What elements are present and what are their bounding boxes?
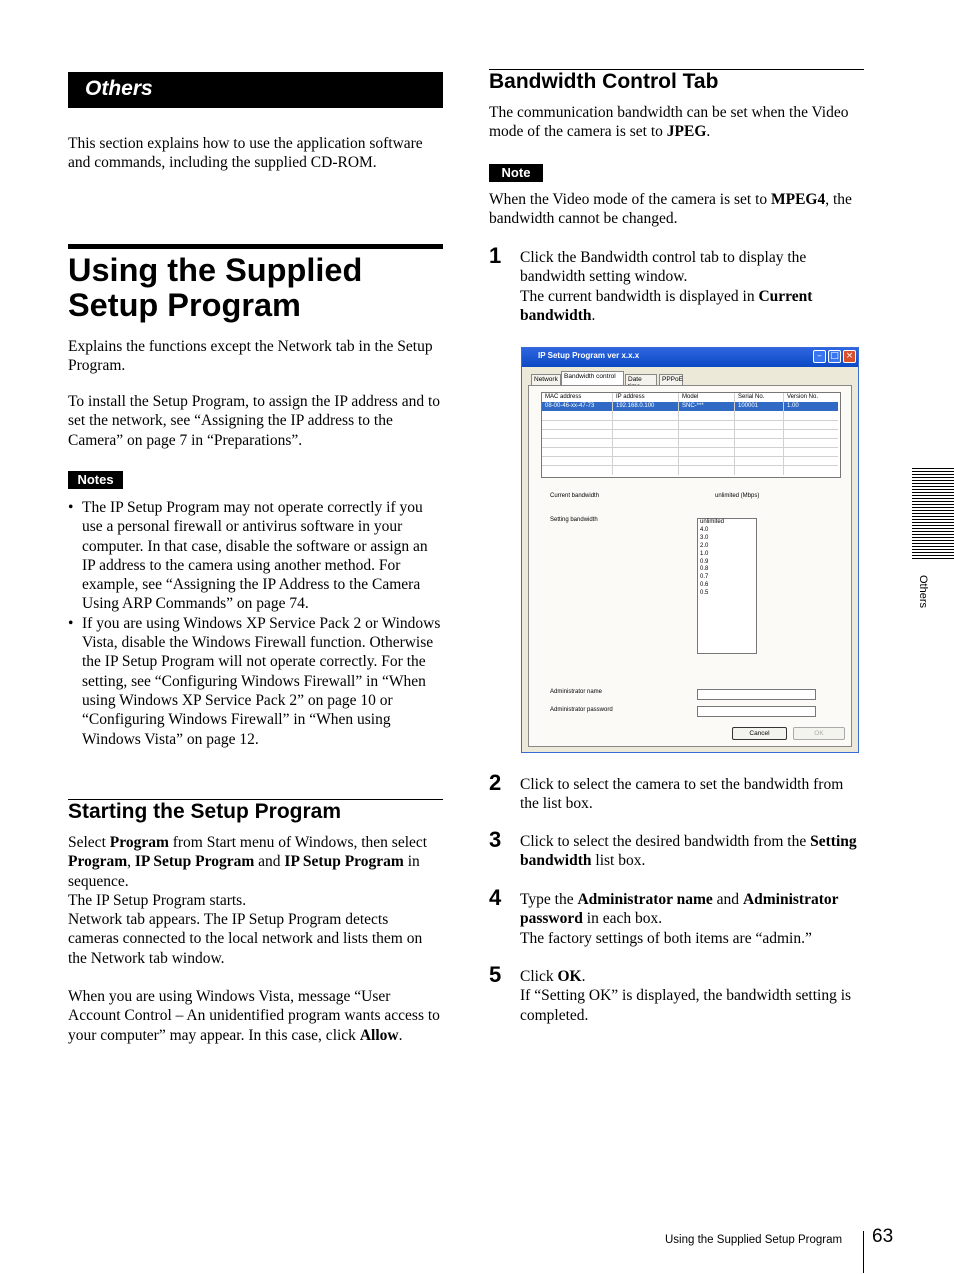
list-item[interactable]: 3.0 [700, 534, 709, 541]
grid-line [542, 438, 838, 439]
bandwidth-intro: The communication bandwidth can be set when the Video mode of the camera is set to JPEG. [489, 104, 849, 141]
starting-heading: Starting the Setup Program [68, 800, 342, 823]
heading-rule [68, 244, 443, 249]
setting-bandwidth-listbox[interactable] [697, 518, 757, 654]
notes-badge: Notes [68, 471, 123, 489]
table-cell: 1.00 [787, 403, 799, 409]
admin-password-field[interactable] [697, 706, 816, 717]
tab-date-time[interactable]: Date [625, 374, 657, 385]
list-item[interactable]: 0.7 [700, 574, 709, 581]
admin-password-label: Administrator password [550, 707, 613, 713]
note-badge: Note [489, 164, 543, 182]
step-2-text: Click to select the camera to set the bandwidth from the list box. [520, 776, 844, 813]
grid-line [783, 393, 784, 475]
step-number: 2 [489, 770, 502, 795]
column-header: MAC address [545, 394, 582, 400]
step-number: 4 [489, 885, 502, 910]
column-header: IP address [616, 394, 645, 400]
grid-line [542, 447, 838, 448]
page-title-line-2: Setup Program [68, 287, 301, 323]
list-item[interactable]: 0.6 [700, 582, 709, 589]
tab-pppoe[interactable]: PPPoE [659, 374, 683, 385]
ok-button[interactable]: OK [793, 727, 845, 740]
notes-list [68, 498, 443, 749]
step-3-text: Click to select the desired bandwidth from the Setting bandwidth list box. [520, 833, 857, 870]
current-bandwidth-value: unlimited (Mbps) [715, 493, 760, 499]
cancel-button[interactable]: Cancel [732, 727, 787, 740]
list-item[interactable]: 1.0 [700, 550, 709, 557]
table-cell: 192.168.0.100 [616, 403, 655, 409]
list-item[interactable]: 0.5 [700, 590, 709, 597]
setting-bandwidth-label: Setting bandwidth [550, 517, 598, 523]
description-paragraph: Explains the functions except the Network tab in the Setup Program. [68, 338, 433, 375]
tab-bandwidth-control[interactable]: Bandwidth control [561, 371, 624, 386]
step-number: 5 [489, 962, 502, 987]
grid-line [542, 429, 838, 430]
section-banner [68, 72, 443, 108]
step-number: 1 [489, 243, 502, 268]
intro-paragraph: This section explains how to use the application software and commands, including the supplied CD-ROM. [68, 135, 423, 172]
step-number: 3 [489, 827, 502, 852]
note-item: • If you are using Windows XP Service Pack 2 or Windows Vista, disable the Windows Firewall function. Otherwise the IP Setup Program will not operate correctly. For the setting, see “Configuring Windows Firewall” in “When using Windows XP Service Pack 2” on page 10 or “Configuring Windows Firewall” in “When using Windows Vista” on page 12. [68, 614, 443, 749]
page-title-line-1: Using the Supplied [68, 252, 363, 288]
maximize-icon[interactable]: □ [828, 350, 841, 363]
grid-line [542, 456, 838, 457]
tab-network[interactable]: Network [531, 374, 561, 385]
grid-line [542, 420, 838, 421]
thumb-index-label: Others [917, 575, 929, 609]
starting-result: The IP Setup Program starts. [68, 892, 247, 909]
grid-line [734, 393, 735, 475]
column-header: Serial No. [738, 394, 765, 400]
grid-line [612, 393, 613, 475]
vista-paragraph: When you are using Windows Vista, message “User Account Control – An unidentified program wants access to your computer” may appear. In this case, click Allow. [68, 988, 440, 1044]
page-title [68, 253, 448, 323]
note-paragraph: When the Video mode of the camera is set to MPEG4, the bandwidth cannot be changed. [489, 191, 852, 228]
window-titlebar [522, 348, 858, 367]
page-number: 63 [872, 1226, 894, 1247]
footer-divider [863, 1231, 864, 1273]
setup-program-window [521, 347, 859, 753]
list-item[interactable]: 2.0 [700, 542, 709, 549]
list-item[interactable]: 0.9 [700, 558, 709, 565]
table-cell: 08-00-46-xx-47-73 [545, 403, 595, 409]
current-bandwidth-label: Current bandwidth [550, 493, 600, 499]
network-tab-paragraph: Network tab appears. The IP Setup Program detects cameras connected to the local network and lists them on the Network tab window. [68, 911, 423, 967]
list-item[interactable]: 4.0 [700, 526, 709, 533]
column-header: Model [682, 394, 699, 400]
tab-strip [529, 370, 849, 386]
section-banner-title: Others [85, 77, 153, 100]
step-4-text: Type the Administrator name and Administrator password in each box. The factory settings of both items are “admin.” [520, 891, 839, 947]
table-row[interactable] [542, 402, 838, 411]
thumb-index-bar [912, 468, 954, 560]
admin-name-field[interactable] [697, 689, 816, 700]
admin-name-label: Administrator name [550, 689, 603, 695]
starting-instructions: Select Program from Start menu of Windows, then select Program, IP Setup Program and IP Setup Program in sequence. [68, 834, 428, 890]
column-header: Version No. [787, 394, 819, 400]
grid-line [542, 465, 838, 466]
note-item: • The IP Setup Program may not operate correctly if you use a personal firewall or antivirus software in your computer. In that case, disable the software or assign an IP address to the camera using another method. For example, see “Assigning the IP Address to the Camera Using ARP Commands” on page 74. [68, 498, 443, 614]
minimize-icon[interactable]: – [813, 350, 826, 363]
list-item[interactable]: unlimited [700, 519, 725, 525]
step-1-text: Click the Bandwidth control tab to display the bandwidth setting window. The current bandwidth is displayed in Current bandwidth. [520, 249, 813, 324]
footer-title: Using the Supplied Setup Program [665, 1234, 843, 1246]
table-cell: 100001 [738, 403, 759, 409]
grid-line [678, 393, 679, 475]
install-paragraph: To install the Setup Program, to assign the IP address and to set the network, see “Assigning the IP address to the Camera” on page 7 in “Preparations”. [68, 393, 441, 449]
window-title: IP Setup Program ver x.x.x [538, 351, 640, 360]
close-icon[interactable]: × [843, 350, 856, 363]
tab-panel [528, 385, 852, 747]
table-cell: SNC-*** [682, 403, 704, 409]
step-5-text: Click OK. If “Setting OK” is displayed, the bandwidth setting is completed. [520, 968, 852, 1024]
list-item[interactable]: 0.8 [700, 566, 709, 573]
bandwidth-heading: Bandwidth Control Tab [489, 70, 719, 93]
camera-list[interactable] [541, 392, 841, 478]
